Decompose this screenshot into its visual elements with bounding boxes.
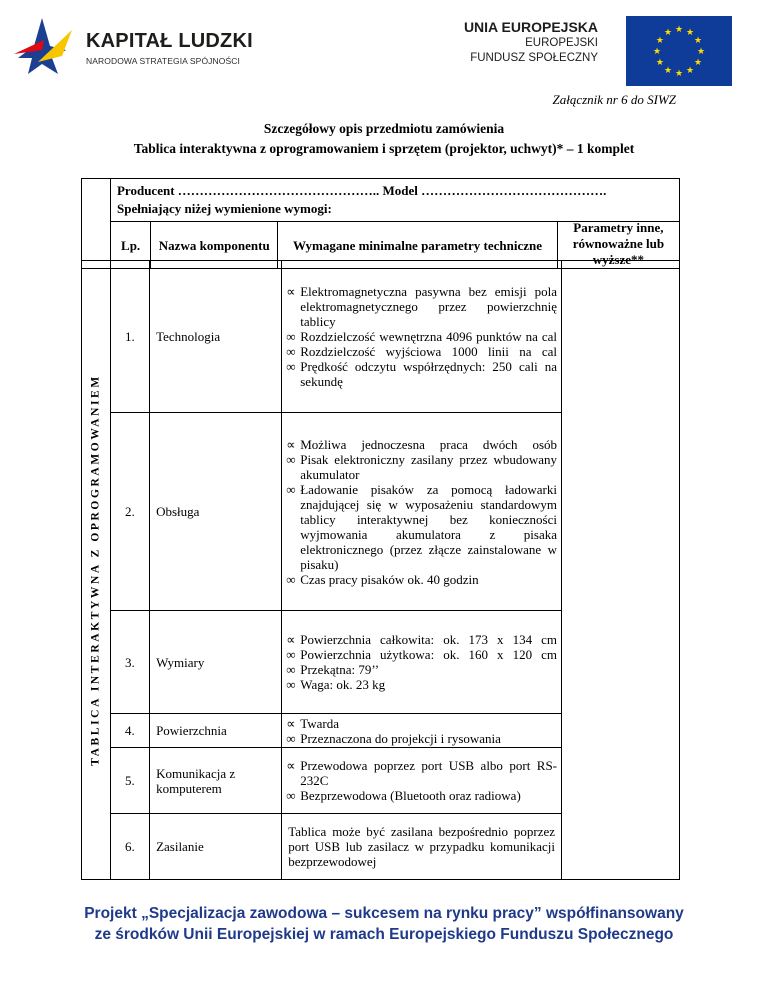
bullet-icon: ∝: [286, 715, 296, 731]
eu-text-block: [464, 18, 598, 66]
row-name: Technologia: [150, 261, 282, 413]
bullet-icon: ∞: [286, 647, 296, 662]
bullet-icon: ∝: [286, 284, 296, 299]
table-row: [82, 261, 680, 413]
footer-line-1: Projekt „Specjalizacja zawodowa – sukcesem na rynku pracy” współfinansowany: [84, 905, 684, 922]
eu-union-label: UNIA EUROPEJSKA: [463, 19, 598, 35]
list-item: ∞ Prędkość odczytu współrzędnych: 250 cali na sekundę: [286, 359, 558, 389]
row-requirements: [282, 748, 562, 814]
row-lp: 4.: [110, 714, 150, 748]
extra-params-cell: [562, 261, 680, 880]
row-name: Komunikacja z komputerem: [150, 748, 282, 814]
list-item: ∞ Przekątna: 79’’: [286, 662, 380, 677]
logo-title: KAPITAŁ LUDZKI: [86, 30, 253, 52]
eu-star-icon: ★: [674, 68, 684, 78]
row-name: Powierzchnia: [150, 714, 282, 748]
list-item: ∝ Powierzchnia całkowita: ok. 173 x 134 cm: [286, 632, 558, 647]
list-item: ∞ Bezprzewodowa (Bluetooth oraz radiowa): [286, 788, 521, 803]
header-extra-label: Parametry inne, równoważne lub wyższe**: [572, 220, 665, 267]
row-lp: 2.: [110, 413, 150, 611]
power-description: Tablica może być zasilana bezpośrednio poprzez port USB lub zasilacz w przypadku komunikacji bezprzewodowej: [288, 824, 556, 869]
list-item: ∞ Rozdzielczość wyjściowa 1000 linii na cal: [286, 344, 558, 359]
eu-star-icon: ★: [685, 26, 695, 37]
header-requirements: Wymagane minimalne parametry techniczne: [278, 222, 558, 269]
list-item: ∝ Elektromagnetyczna pasywna bez emisji pola elektromagnetycznego przez powierzchnię tablicy: [286, 284, 558, 329]
bullet-icon: ∞: [286, 451, 296, 467]
row-name: Zasilanie: [150, 814, 282, 880]
footer-line-2: ze środków Unii Europejskiej w ramach Europejskiego Funduszu Społecznego: [94, 926, 674, 943]
bullet-icon: ∝: [286, 758, 296, 773]
side-label-cell: [82, 261, 111, 880]
eu-fund-label-1: EUROPEJSKI: [525, 37, 598, 49]
logo-dot: [23, 59, 29, 65]
list-item: ∞ Ładowanie pisaków za pomocą ładowarki znajdującej się w wyposażeniu standardowym tablicy interaktywnej bez konieczności wyjmowania akumulatora z pisaka elektronicznego (przez złącze zainstalowane w pisaku): [286, 481, 558, 572]
bullet-icon: ∞: [286, 677, 296, 692]
bullet-icon: ∞: [286, 571, 296, 587]
row-lp: 1.: [110, 261, 150, 413]
list-item: ∝ Przewodowa poprzez port USB albo port RS-232C: [286, 758, 558, 788]
eu-star-icon: ★: [696, 46, 706, 56]
document-subtitle: Tablica interaktywna z oprogramowaniem i sprzętem (projektor, uchwyt)* – 1 komplet: [133, 141, 635, 156]
eu-star-icon: ★: [694, 57, 703, 67]
side-label: TABLICA INTERAKTYWNA Z OPROGRAMOWANIEM: [89, 374, 102, 766]
producer-line: Producent ……………………………………….. Model …………………………………….: [116, 183, 607, 198]
bullet-icon: ∞: [286, 481, 296, 497]
bullet-icon: ∞: [286, 329, 296, 344]
header-lp: Lp.: [110, 222, 150, 269]
eu-fund-label-2: FUNDUSZ SPOŁECZNY: [470, 52, 598, 64]
bullet-icon: ∞: [286, 359, 296, 374]
list-item: ∞ Pisak elektroniczny zasilany przez wbudowany akumulator: [286, 451, 558, 482]
list-item: ∞ Przeznaczona do projekcji i rysowania: [286, 730, 501, 746]
eu-star-icon: ★: [652, 46, 662, 56]
list-item: ∝ Możliwa jednoczesna praca dwóch osób: [286, 436, 558, 452]
list-item: ∞ Powierzchnia użytkowa: ok. 160 x 120 cm: [286, 647, 558, 662]
document-title: Szczegółowy opis przedmiotu zamówienia: [263, 121, 505, 136]
eu-star-icon: ★: [685, 65, 695, 76]
bullet-icon: ∞: [286, 730, 296, 746]
list-item: ∝ Twarda: [286, 715, 340, 731]
eu-star-icon: ★: [663, 26, 673, 37]
eu-star-icon: ★: [655, 35, 664, 45]
eu-star-icon: ★: [694, 35, 703, 45]
spec-table-body: [81, 260, 680, 880]
side-empty-cell: [82, 179, 111, 269]
bullet-icon: ∝: [286, 436, 296, 452]
eu-star-icon: ★: [655, 57, 664, 67]
eu-star-icon: ★: [674, 24, 684, 34]
spec-table: [81, 178, 680, 269]
bullet-icon: ∞: [286, 662, 296, 677]
row-requirements: [282, 413, 562, 611]
logo-subtitle: NARODOWA STRATEGIA SPÓJNOŚCI: [86, 56, 240, 66]
bullet-icon: ∝: [286, 632, 296, 647]
producer-cell: [110, 179, 679, 222]
list-item: ∞ Czas pracy pisaków ok. 40 godzin: [286, 571, 479, 587]
row-name: Wymiary: [150, 611, 282, 714]
bullet-icon: ∞: [286, 788, 296, 803]
eu-star-icon: ★: [663, 65, 673, 76]
eu-flag-icon: [626, 16, 732, 86]
row-lp: 6.: [110, 814, 150, 880]
row-requirements: [282, 714, 562, 748]
row-lp: 5.: [110, 748, 150, 814]
row-requirements: [282, 611, 562, 714]
annex-label: Załącznik nr 6 do SIWZ: [552, 92, 676, 107]
header-name: Nazwa komponentu: [151, 222, 278, 269]
row-lp: 3.: [110, 611, 150, 714]
list-item: ∞ Rozdzielczość wewnętrzna 4096 punktów na cal: [286, 329, 558, 344]
row-requirements: [282, 814, 562, 880]
row-requirements: [282, 261, 562, 413]
requirement-line: Spełniający niżej wymienione wymogi:: [116, 201, 332, 216]
row-name: Obsługa: [150, 413, 282, 611]
list-item: ∞ Waga: ok. 23 kg: [286, 677, 386, 692]
bullet-icon: ∞: [286, 344, 296, 359]
